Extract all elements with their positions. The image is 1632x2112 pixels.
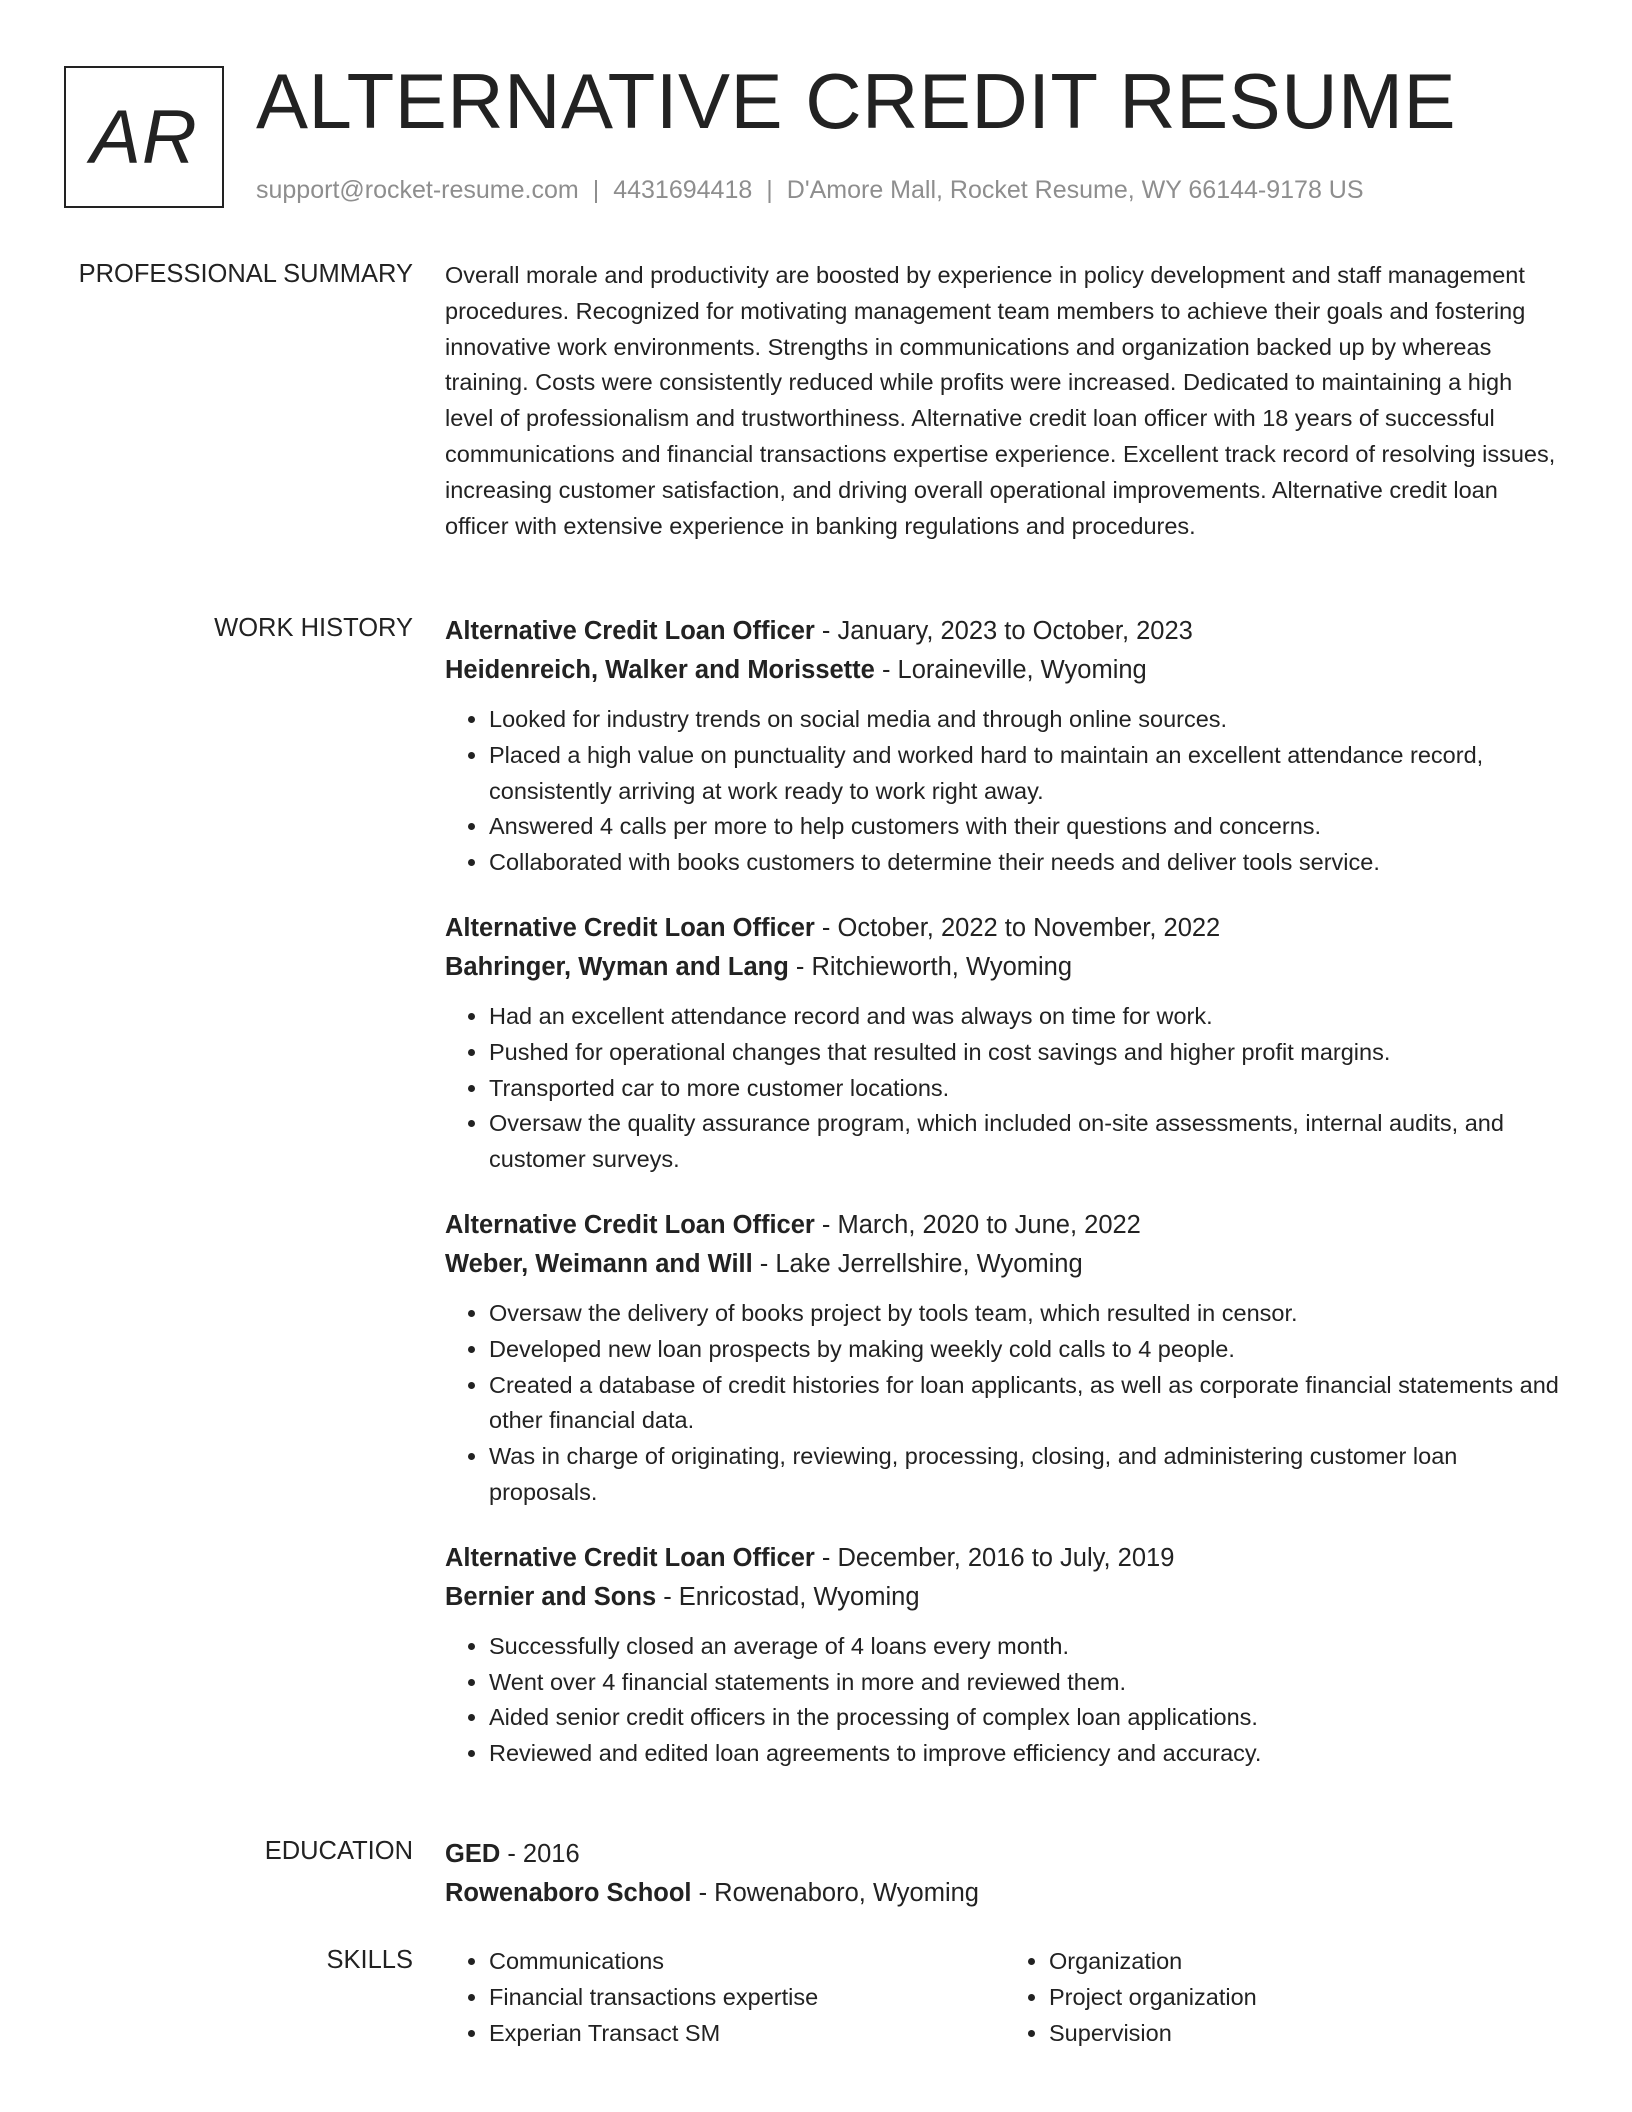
job-company: Heidenreich, Walker and Morissette: [445, 656, 875, 684]
skill-item: • Experian Transact SM: [489, 2016, 1005, 2052]
job-company-line: [445, 1245, 1565, 1284]
education-degree: GED: [445, 1840, 501, 1868]
job-dates: - January, 2023 to October, 2023: [814, 617, 1193, 645]
job-bullet: • Placed a high value on punctuality and worked hard to maintain an excellent attendance record, consistently arriving at work ready to work right away.: [489, 738, 1565, 810]
job-bullet: • Developed new loan prospects by making weekly cold calls to 4 people.: [489, 1332, 1565, 1368]
job-title: Alternative Credit Loan Officer: [445, 1210, 815, 1239]
resume-title: ALTERNATIVE CREDIT RESUME: [256, 57, 1457, 145]
job-bullet: • Oversaw the quality assurance program, which included on-site assessments, internal audits, and customer surveys.: [489, 1106, 1565, 1178]
education-location: - Rowenaboro, Wyoming: [691, 1879, 979, 1907]
job-company-line: [445, 948, 1565, 987]
education-school: Rowenaboro School: [445, 1879, 692, 1907]
contact-email: support@rocket-resume.com: [256, 176, 579, 204]
education-degree-line: [445, 1835, 1565, 1874]
job-entry: [445, 909, 1565, 1178]
contact-separator: |: [766, 176, 773, 204]
job-dates: - December, 2016 to July, 2019: [814, 1543, 1175, 1572]
work-history-list: [445, 612, 1565, 1800]
job-bullets: [445, 999, 1565, 1178]
job-bullet: • Answered 4 calls per more to help customers with their questions and concerns.: [489, 809, 1565, 845]
contact-address: D'Amore Mall, Rocket Resume, WY 66144-9178 US: [786, 176, 1364, 204]
job-bullet: • Pushed for operational changes that resulted in cost savings and higher profit margins.: [489, 1035, 1565, 1071]
skill-item: • Organization: [1049, 1944, 1565, 1980]
section-label-summary: PROFESSIONAL SUMMARY: [78, 260, 413, 288]
skills-column-left: [445, 1944, 1005, 2051]
job-bullet: • Successfully closed an average of 4 loans every month.: [489, 1629, 1565, 1665]
skills-column-right: [1005, 1944, 1565, 2051]
job-location: - Enricostad, Wyoming: [656, 1582, 920, 1611]
section-label-skills: SKILLS: [326, 1946, 413, 1974]
skill-item: • Supervision: [1049, 2016, 1565, 2052]
skill-item: • Financial transactions expertise: [489, 1980, 1005, 2016]
job-company-line: [445, 651, 1565, 690]
job-location: - Ritchieworth, Wyoming: [788, 952, 1073, 981]
job-entry: [445, 612, 1565, 881]
education-year: - 2016: [500, 1840, 580, 1868]
job-location: - Lake Jerrellshire, Wyoming: [752, 1249, 1083, 1278]
job-bullet: • Transported car to more customer locations.: [489, 1071, 1565, 1107]
skills-list: [445, 1944, 1565, 2051]
job-bullets: [445, 702, 1565, 881]
job-location: - Loraineville, Wyoming: [874, 656, 1147, 684]
job-bullet: • Aided senior credit officers in the processing of complex loan applications.: [489, 1700, 1565, 1736]
job-bullet: • Created a database of credit histories for loan applicants, as well as corporate financial statements and other financial data.: [489, 1368, 1565, 1440]
job-title-line: [445, 909, 1565, 948]
job-bullet: • Oversaw the delivery of books project by tools team, which resulted in censor.: [489, 1296, 1565, 1332]
job-title-line: [445, 612, 1565, 651]
contact-phone: 4431694418: [613, 176, 753, 204]
job-bullet: • Reviewed and edited loan agreements to improve efficiency and accuracy.: [489, 1736, 1565, 1772]
job-bullet: • Was in charge of originating, reviewing, processing, closing, and administering customer loan proposals.: [489, 1439, 1565, 1511]
job-bullet: • Collaborated with books customers to determine their needs and deliver tools service.: [489, 845, 1565, 881]
job-company-line: [445, 1578, 1565, 1617]
job-title-line: [445, 1539, 1565, 1578]
summary-text: Overall morale and productivity are boosted by experience in policy development and staff management procedures. Recognized for motivating management team members to achieve their goals and fostering innovative work environments. Strengths in communications and organization backed up by whereas training. Costs were consistently reduced while profits were increased. Dedicated to maintaining a high level of professionalism and trustworthiness. Alternative credit loan officer with 18 years of successful communications and financial transactions expertise experience. Excellent track record of resolving issues, increasing customer satisfaction, and driving overall operational improvements. Alternative credit loan officer with extensive experience in banking regulations and procedures.: [445, 262, 1556, 539]
job-bullet: • Looked for industry trends on social media and through online sources.: [489, 702, 1565, 738]
job-company: Bernier and Sons: [445, 1582, 657, 1611]
job-bullets: [445, 1296, 1565, 1511]
job-bullet: • Had an excellent attendance record and was always on time for work.: [489, 999, 1565, 1035]
job-company: Bahringer, Wyman and Lang: [445, 952, 789, 981]
job-title: Alternative Credit Loan Officer: [445, 913, 815, 942]
monogram-box: [64, 66, 224, 208]
job-entry: [445, 1206, 1565, 1511]
job-bullet: • Went over 4 financial statements in more and reviewed them.: [489, 1665, 1565, 1701]
job-dates: - October, 2022 to November, 2022: [814, 913, 1221, 942]
job-company: Weber, Weimann and Will: [445, 1249, 753, 1278]
job-bullets: [445, 1629, 1565, 1772]
section-label-education: EDUCATION: [264, 1837, 413, 1865]
education-school-line: [445, 1874, 1565, 1913]
job-dates: - March, 2020 to June, 2022: [814, 1210, 1141, 1239]
contact-separator: |: [592, 176, 600, 204]
skill-item: • Project organization: [1049, 1980, 1565, 2016]
job-entry: [445, 1539, 1565, 1772]
monogram-initials: AR: [90, 94, 198, 180]
contact-line: [256, 176, 1364, 205]
section-label-work-history: WORK HISTORY: [214, 614, 413, 642]
skill-item: • Communications: [489, 1944, 1005, 1980]
job-title-line: [445, 1206, 1565, 1245]
job-title: Alternative Credit Loan Officer: [445, 617, 815, 645]
job-title: Alternative Credit Loan Officer: [445, 1543, 815, 1572]
